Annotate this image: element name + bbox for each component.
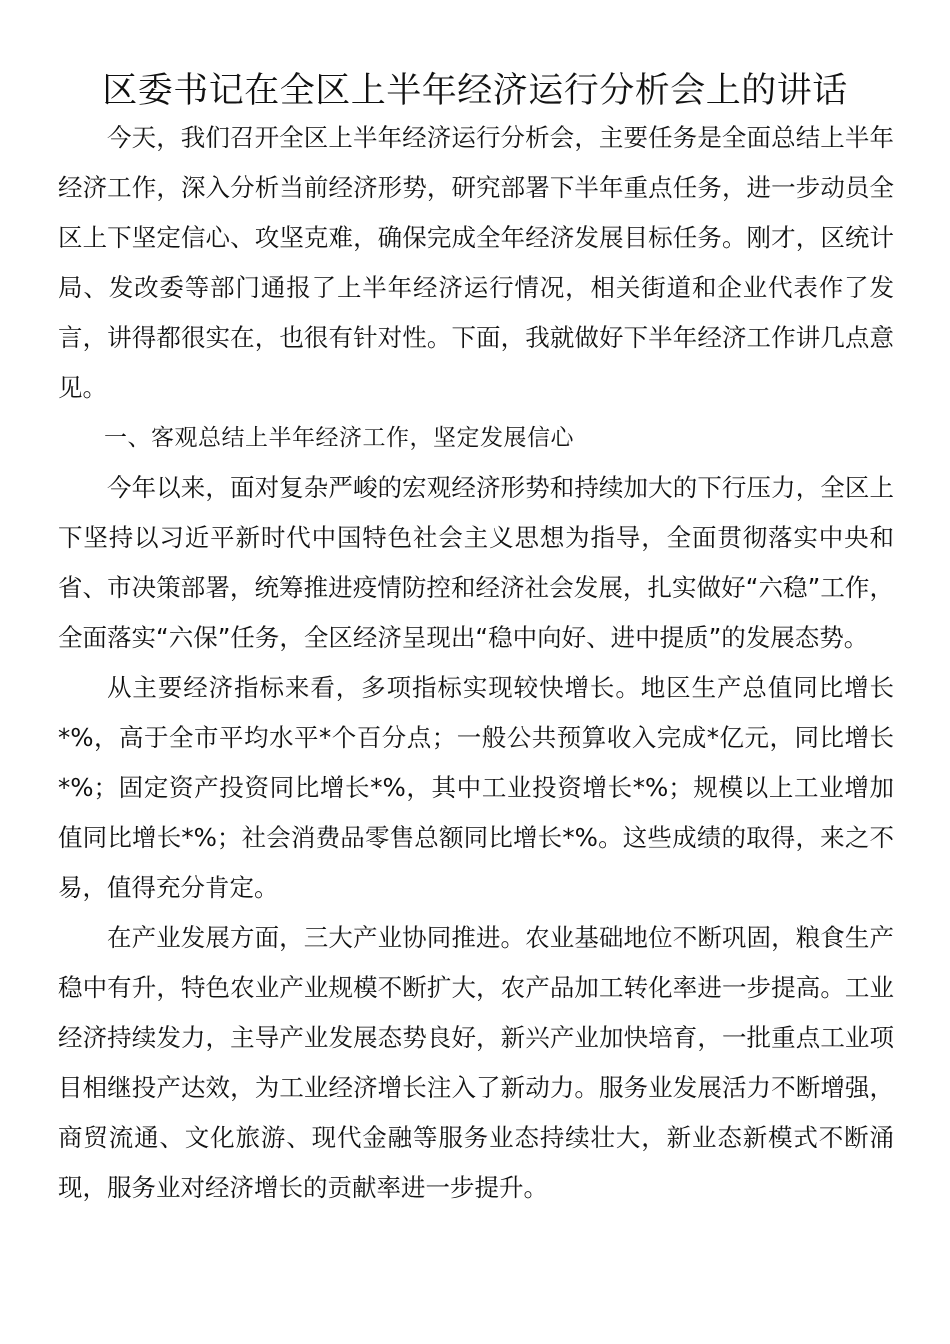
document-title: 区委书记在全区上半年经济运行分析会上的讲话 — [102, 71, 848, 111]
paragraph-indicators: 从主要经济指标来看，多项指标实现较快增长。地区生产总值同比增长*%，高于全市平均水平*个百分点；一般公共预算收入完成*亿元，同比增长*%；固定资产投资同比增长*%，其中工业投资增长*%；规模以上工业增加值同比增长*%；社会消费品零售总额同比增长*%。这些成绩的取得，来之不易，值得充分肯定。 — [58, 673, 894, 902]
section-heading-1: 一、客观总结上半年经济工作，坚定发展信心 — [104, 425, 574, 451]
document-body — [58, 113, 894, 1213]
paragraph-industry: 在产业发展方面，三大产业协同推进。农业基础地位不断巩固，粮食生产稳中有升，特色农业产业规模不断扩大，农产品加工转化率进一步提高。工业经济持续发力，主导产业发展态势良好，新兴产业加快培育，一批重点工业项目相继投产达效，为工业经济增长注入了新动力。服务业发展活力不断增强，商贸流通、文化旅游、现代金融等服务业态持续壮大，新业态新模式不断涌现，服务业对经济增长的贡献率进一步提升。 — [58, 923, 894, 1202]
paragraph-overview: 今年以来，面对复杂严峻的宏观经济形势和持续加大的下行压力，全区上下坚持以习近平新时代中国特色社会主义思想为指导，全面贯彻落实中央和省、市决策部署，统筹推进疫情防控和经济社会发展，扎实做好“六稳”工作，全面落实“六保”任务，全区经济呈现出“稳中向好、进中提质”的发展态势。 — [58, 473, 894, 652]
paragraph-opening: 今天，我们召开全区上半年经济运行分析会，主要任务是全面总结上半年经济工作，深入分析当前经济形势，研究部署下半年重点任务，进一步动员全区上下坚定信心、攻坚克难，确保完成全年经济发展目标任务。刚才，区统计局、发改委等部门通报了上半年经济运行情况，相关街道和企业代表作了发言，讲得都很实在，也很有针对性。下面，我就做好下半年经济工作讲几点意见。 — [58, 123, 894, 402]
